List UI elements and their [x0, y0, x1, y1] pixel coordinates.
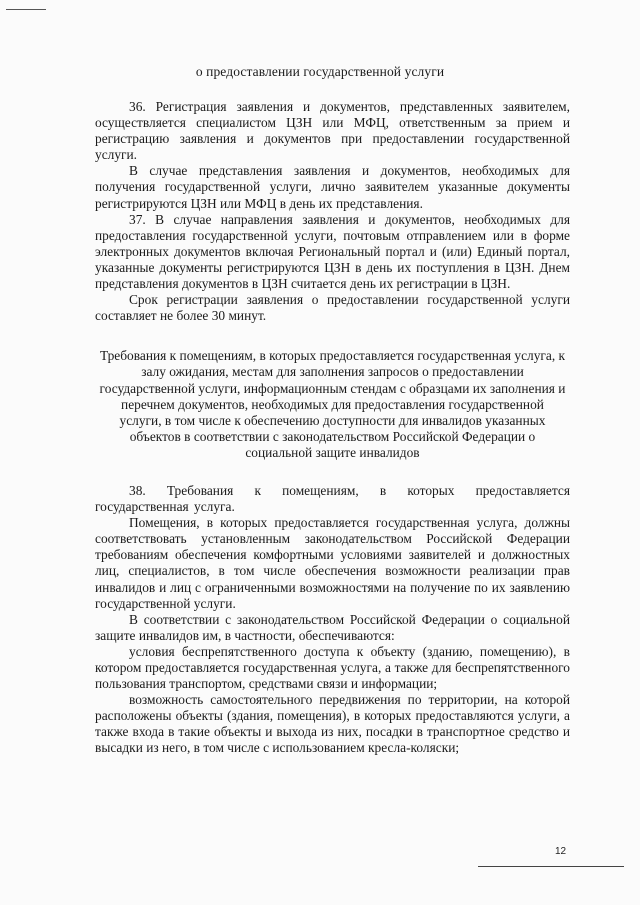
- paragraph-premises-requirements: Помещения, в которых предоставляется государственная услуга, должны соответствовать установленным законодательством Российской Федерации требованиям обеспечения комфортными условиями заявителей и должностных лиц, специалистов, в том числе обеспечения возможности реализации прав инвалидов и лиц с ограниченными возможностями на получение по их заявлению государственной услуги.: [95, 515, 570, 611]
- page-header: о предоставлении государственной услуги: [195, 64, 445, 79]
- document-body: [95, 99, 570, 757]
- paragraph-access-conditions: условия беспрепятственного доступа к объекту (зданию, помещению), в котором предоставляется государственная услуга, а также для беспрепятственного пользования транспортом, средствами связи и информации;: [95, 643, 570, 692]
- paragraph-37: 37. В случае направления заявления и документов, необходимых для предоставления государственной услуги, почтовым отправлением или в форме электронных документов включая Региональный портал и (или) Единый портал, указанные документы регистрируются ЦЗН в день их поступления в ЦЗН. Днем представления документов в ЦЗН считается день их регистрации в ЦЗН.: [95, 211, 570, 292]
- paragraph-38: 38. Требования к помещениям, в которых предоставляется государственная услуга.: [95, 482, 570, 515]
- paragraph-36: 36. Регистрация заявления и документов, представленных заявителем, осуществляется специалистом ЦЗН или МФЦ, ответственным за прием и регистрацию заявления и документов при предоставлении государственной услуги.: [95, 99, 570, 163]
- page-number: 12: [555, 846, 567, 857]
- section-heading: Требования к помещениям, в которых предоставляется государственная услуга, к залу ожидания, местам для заполнения запросов о предоставлении государственной услуги, информационным стендам с образцами их заполнения и перечнем документов, необходимых для предоставления государственной услуги, в том числе к обеспечению доступности для инвалидов указанных объектов в соответствии с законодательством Российской Федерации о социальной защите инвалидов: [99, 348, 566, 460]
- paragraph-registration-deadline: Срок регистрации заявления о предоставлении государственной услуги составляет не более 30 минут.: [95, 292, 570, 324]
- paragraph-personal-submission: В случае представления заявления и документов, необходимых для получения государственной услуги, лично заявителем указанные документы регистрируются ЦЗН или МФЦ в день их представления.: [95, 163, 570, 211]
- corner-scan-mark: [6, 9, 46, 10]
- paragraph-disabled-protection: В соответствии с законодательством Российской Федерации о социальной защите инвалидов им, в частности, обеспечиваются:: [95, 611, 570, 643]
- footer-rule: [478, 866, 624, 867]
- paragraph-independent-movement: возможность самостоятельного передвижения по территории, на которой расположены объекты (здания, помещения), в которых предоставляются услуги, а также входа в такие объекты и выхода из них, посадки в транспортное средство и высадки из него, в том числе с использованием кресла-коляски;: [95, 692, 570, 756]
